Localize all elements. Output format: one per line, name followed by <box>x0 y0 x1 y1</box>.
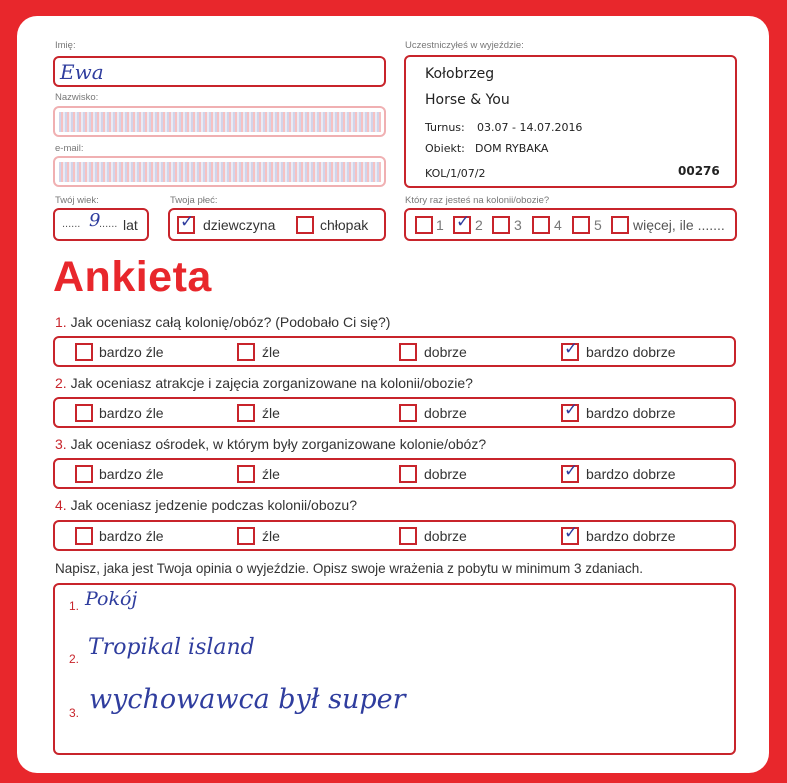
age-field[interactable] <box>53 208 149 241</box>
which-time-label: Który raz jesteś na kolonii/obozie? <box>405 195 550 206</box>
gender-label: Twoja płeć: <box>170 195 218 206</box>
checkmark-icon: ✓ <box>456 212 471 232</box>
trip-number: 00276 <box>678 164 720 178</box>
q4-option-very-good: bardzo dobrze <box>586 528 676 544</box>
checkmark-icon: ✓ <box>180 212 195 232</box>
email-field[interactable] <box>53 156 386 187</box>
trip-program: Horse & You <box>425 92 510 108</box>
redacted-surname <box>59 112 381 132</box>
gender-field <box>168 208 386 241</box>
opinion-prompt: Napisz, jaka jest Twoja opinia o wyjeździe. Opisz swoje wrażenia z pobytu w minimum 3 zdaniach. <box>55 561 644 576</box>
question-2: 2. Jak oceniasz atrakcje i zajęcia zorganizowane na kolonii/obozie? <box>55 375 473 391</box>
age-label: Twój wiek: <box>55 195 99 206</box>
opinion-num-2: 2. <box>69 652 80 666</box>
trip-city: Kołobrzeg <box>425 66 495 82</box>
which-time-option-3: 3 <box>514 217 522 233</box>
q1-checkbox-good[interactable] <box>399 343 417 361</box>
surname-label: Nazwisko: <box>55 92 99 103</box>
q2-option-good: dobrze <box>424 405 467 421</box>
checkmark-icon: ✓ <box>564 339 579 359</box>
name-value: Ewa <box>60 60 104 84</box>
trip-label: Uczestniczyłeś w wyjeździe: <box>405 40 524 51</box>
age-value: 9 <box>89 210 101 231</box>
which-time-checkbox-3[interactable] <box>492 216 510 234</box>
q2-option-very-good: bardzo dobrze <box>586 405 676 421</box>
which-time-checkbox-4[interactable] <box>532 216 550 234</box>
q1-option-very-good: bardzo dobrze <box>586 344 676 360</box>
which-time-option-5: 5 <box>594 217 602 233</box>
q2-checkbox-very-good[interactable] <box>561 400 579 422</box>
q3-checkbox-bad[interactable] <box>237 465 255 483</box>
q3-checkbox-very-good[interactable] <box>561 461 579 483</box>
which-time-option-4: 4 <box>554 217 562 233</box>
q1-checkbox-very-good[interactable] <box>561 339 579 361</box>
q2-option-bad: źle <box>262 405 280 421</box>
q3-option-bad: źle <box>262 466 280 482</box>
email-label: e-mail: <box>55 143 84 154</box>
q4-checkbox-bad[interactable] <box>237 527 255 545</box>
gender-checkbox-boy[interactable] <box>296 216 314 234</box>
q4-option-very-bad: bardzo źle <box>99 528 164 544</box>
age-suffix-dots: ...... <box>99 218 118 230</box>
q4-option-good: dobrze <box>424 528 467 544</box>
which-time-checkbox-1[interactable] <box>415 216 433 234</box>
q2-checkbox-very-bad[interactable] <box>75 404 93 422</box>
age-prefix-dots: ...... <box>62 218 81 230</box>
question-4: 4. Jak oceniasz jedzenie podczas kolonii/obozu? <box>55 497 357 513</box>
rating-row-2 <box>53 397 736 428</box>
question-3: 3. Jak oceniasz ośrodek, w którym były zorganizowane kolonie/obóz? <box>55 436 487 452</box>
opinion-field[interactable] <box>53 583 736 755</box>
trip-code: KOL/1/07/2 <box>425 167 486 180</box>
obiekt-value: DOM RYBAKA <box>475 142 549 155</box>
checkmark-icon: ✓ <box>564 400 579 420</box>
q2-option-very-bad: bardzo źle <box>99 405 164 421</box>
rating-row-1 <box>53 336 736 367</box>
q3-option-good: dobrze <box>424 466 467 482</box>
age-unit: lat <box>123 217 138 233</box>
opinion-line-2: Tropikal island <box>88 635 255 660</box>
which-time-checkbox-more[interactable] <box>611 216 629 234</box>
q2-checkbox-bad[interactable] <box>237 404 255 422</box>
rating-row-4 <box>53 520 736 551</box>
which-time-checkbox-2[interactable] <box>453 212 471 234</box>
q4-option-bad: źle <box>262 528 280 544</box>
trip-card <box>404 55 737 188</box>
which-time-option-2: 2 <box>475 217 483 233</box>
q3-option-very-bad: bardzo źle <box>99 466 164 482</box>
q2-checkbox-good[interactable] <box>399 404 417 422</box>
which-time-checkbox-5[interactable] <box>572 216 590 234</box>
q1-checkbox-bad[interactable] <box>237 343 255 361</box>
question-1: 1. Jak oceniasz całą kolonię/obóz? (Podobało Ci się?) <box>55 314 391 330</box>
opinion-num-3: 3. <box>69 706 80 720</box>
q1-checkbox-very-bad[interactable] <box>75 343 93 361</box>
q4-checkbox-very-good[interactable] <box>561 523 579 545</box>
q3-option-very-good: bardzo dobrze <box>586 466 676 482</box>
gender-option-boy: chłopak <box>320 217 369 233</box>
redacted-email <box>59 162 381 182</box>
rating-row-3 <box>53 458 736 489</box>
opinion-line-3: wychowawca był super <box>89 684 406 715</box>
gender-option-girl: dziewczyna <box>203 217 276 233</box>
q3-checkbox-good[interactable] <box>399 465 417 483</box>
checkmark-icon: ✓ <box>564 461 579 481</box>
checkmark-icon: ✓ <box>564 523 579 543</box>
q3-checkbox-very-bad[interactable] <box>75 465 93 483</box>
obiekt-label: Obiekt: <box>425 142 465 155</box>
q4-checkbox-very-bad[interactable] <box>75 527 93 545</box>
opinion-line-1: Pokój <box>85 588 138 610</box>
opinion-num-1: 1. <box>69 599 80 613</box>
survey-title: Ankieta <box>53 253 212 301</box>
which-time-field <box>404 208 737 241</box>
q1-option-bad: źle <box>262 344 280 360</box>
q1-option-good: dobrze <box>424 344 467 360</box>
turnus-value: 03.07 - 14.07.2016 <box>477 121 583 134</box>
gender-checkbox-girl[interactable] <box>177 212 195 234</box>
name-field[interactable] <box>53 56 386 87</box>
which-time-option-more: więcej, ile ....... <box>633 217 725 233</box>
which-time-option-1: 1 <box>436 217 444 233</box>
surname-field[interactable] <box>53 106 386 137</box>
turnus-label: Turnus: <box>425 121 465 134</box>
q1-option-very-bad: bardzo źle <box>99 344 164 360</box>
name-label: Imię: <box>55 40 76 51</box>
q4-checkbox-good[interactable] <box>399 527 417 545</box>
